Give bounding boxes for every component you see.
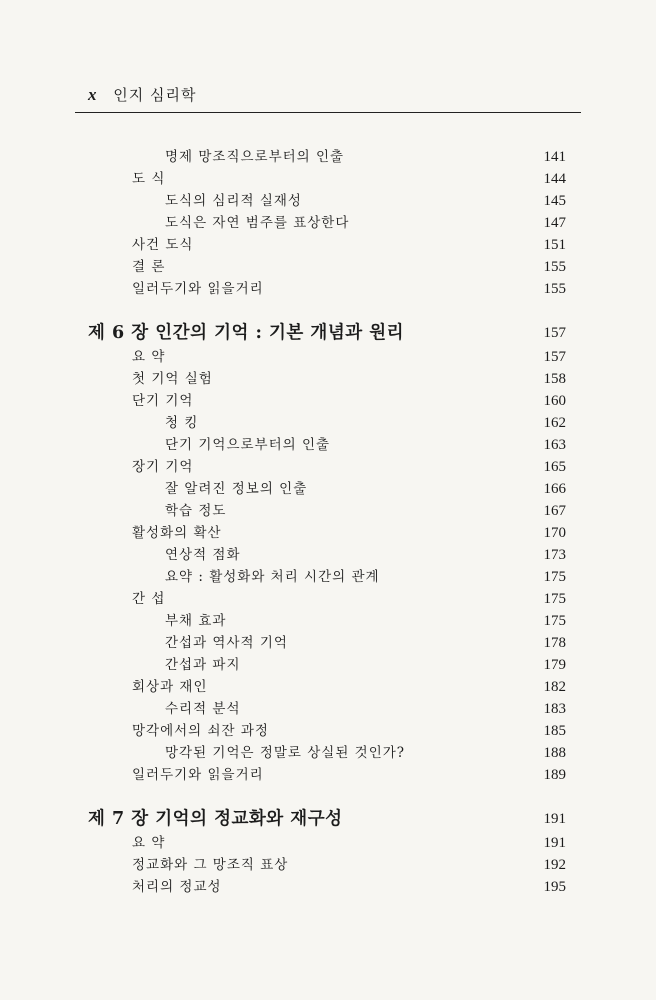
entry-page-number: 157 <box>543 325 566 341</box>
toc-entry <box>0 500 656 522</box>
entry-page-number: 192 <box>543 857 566 873</box>
toc-entry <box>0 412 656 434</box>
entry-page-number: 178 <box>543 635 566 651</box>
entry-title: 잘 알려진 정보의 인출 <box>165 481 308 497</box>
toc-entry <box>0 168 656 190</box>
toc-entry <box>0 390 656 412</box>
chapter-entry <box>0 808 656 830</box>
entry-title: 단기 기억 <box>132 393 194 409</box>
entry-page-number: 166 <box>543 481 566 497</box>
entry-title: 처리의 정교성 <box>132 879 222 895</box>
entry-title: 간섭과 역사적 기억 <box>165 635 288 651</box>
entry-title: 요약 : 활성화와 처리 시간의 관계 <box>165 569 380 585</box>
toc-entry <box>0 654 656 676</box>
entry-title: 회상과 재인 <box>132 679 208 695</box>
entry-page-number: 175 <box>543 613 566 629</box>
entry-page-number: 185 <box>543 723 566 739</box>
entry-title: 도식은 자연 범주를 표상한다 <box>165 215 350 231</box>
toc-entry <box>0 632 656 654</box>
entry-page-number: 189 <box>543 767 566 783</box>
toc-entry <box>0 456 656 478</box>
toc-entry <box>0 720 656 742</box>
entry-page-number: 155 <box>543 259 566 275</box>
toc-entry <box>0 368 656 390</box>
entry-title: 일러두기와 읽을거리 <box>132 767 264 783</box>
entry-page-number: 173 <box>543 547 566 563</box>
toc-entry <box>0 478 656 500</box>
toc-entry <box>0 566 656 588</box>
entry-title: 일러두기와 읽을거리 <box>132 281 264 297</box>
entry-title: 결 론 <box>132 259 166 275</box>
entry-title: 장기 기억 <box>132 459 194 475</box>
entry-page-number: 157 <box>543 349 566 365</box>
entry-title: 도 식 <box>132 171 166 187</box>
entry-page-number: 195 <box>543 879 566 895</box>
entry-page-number: 162 <box>543 415 566 431</box>
entry-page-number: 155 <box>543 281 566 297</box>
entry-page-number: 191 <box>543 811 566 827</box>
toc-entry <box>0 764 656 786</box>
entry-title: 학습 정도 <box>165 503 227 519</box>
header-page-number: x <box>88 85 98 104</box>
entry-page-number: 151 <box>543 237 566 253</box>
entry-title: 정교화와 그 망조직 표상 <box>132 857 289 873</box>
entry-title: 도식의 심리적 실재성 <box>165 193 302 209</box>
entry-title: 간섭과 파지 <box>165 657 241 673</box>
toc-entry <box>0 854 656 876</box>
toc-entry <box>0 742 656 764</box>
entry-title: 제 7 장 기억의 정교화와 재구성 <box>88 809 343 829</box>
chapter-entry <box>0 322 656 344</box>
toc-entry <box>0 278 656 300</box>
entry-title: 요 약 <box>132 349 166 365</box>
entry-title: 단기 기억으로부터의 인출 <box>165 437 331 453</box>
header-title: 인지 심리학 <box>113 86 197 104</box>
entry-title: 부채 효과 <box>165 613 227 629</box>
entry-page-number: 182 <box>543 679 566 695</box>
entry-title: 사건 도식 <box>132 237 194 253</box>
entry-title: 첫 기억 실험 <box>132 371 213 387</box>
toc-entry <box>0 190 656 212</box>
toc-entry <box>0 544 656 566</box>
toc-entry <box>0 610 656 632</box>
toc-entry <box>0 698 656 720</box>
toc-entry <box>0 588 656 610</box>
toc-entry <box>0 234 656 256</box>
entry-page-number: 179 <box>543 657 566 673</box>
entry-title: 망각에서의 쇠잔 과정 <box>132 723 269 739</box>
toc-entry <box>0 346 656 368</box>
entry-page-number: 191 <box>543 835 566 851</box>
entry-page-number: 145 <box>543 193 566 209</box>
entry-page-number: 167 <box>543 503 566 519</box>
toc-entry <box>0 146 656 168</box>
entry-page-number: 147 <box>543 215 566 231</box>
entry-title: 제 6 장 인간의 기억 : 기본 개념과 원리 <box>88 323 405 343</box>
entry-page-number: 158 <box>543 371 566 387</box>
entry-page-number: 175 <box>543 569 566 585</box>
entry-page-number: 163 <box>543 437 566 453</box>
entry-title: 요 약 <box>132 835 166 851</box>
entry-page-number: 188 <box>543 745 566 761</box>
entry-title: 명제 망조직으로부터의 인출 <box>165 149 345 165</box>
entry-page-number: 165 <box>543 459 566 475</box>
toc-entry <box>0 434 656 456</box>
toc-entry <box>0 522 656 544</box>
toc-entry <box>0 212 656 234</box>
entry-title: 연상적 점화 <box>165 547 241 563</box>
toc-entry <box>0 832 656 854</box>
entry-title: 활성화의 확산 <box>132 525 222 541</box>
entry-title: 청 킹 <box>165 415 199 431</box>
entry-page-number: 183 <box>543 701 566 717</box>
toc-entry <box>0 876 656 898</box>
entry-page-number: 170 <box>543 525 566 541</box>
entry-title: 수리적 분석 <box>165 701 241 717</box>
toc-entry <box>0 256 656 278</box>
entry-page-number: 144 <box>543 171 566 187</box>
entry-page-number: 175 <box>543 591 566 607</box>
entry-title: 간 섭 <box>132 591 166 607</box>
entry-page-number: 160 <box>543 393 566 409</box>
toc-entry <box>0 676 656 698</box>
entry-title: 망각된 기억은 정말로 상실된 것인가? <box>165 745 406 761</box>
entry-page-number: 141 <box>543 149 566 165</box>
